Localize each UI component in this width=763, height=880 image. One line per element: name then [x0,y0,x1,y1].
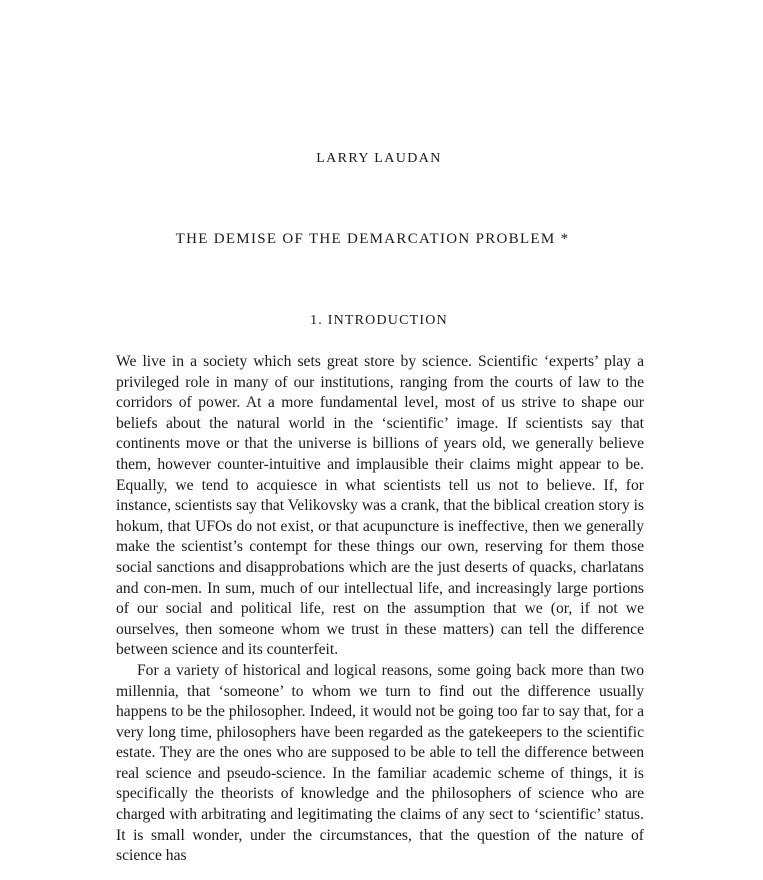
author-name: LARRY LAUDAN [316,151,442,166]
section-heading: 1. INTRODUCTION [310,313,448,328]
paragraph: We live in a society which sets great store by science. Scientific ‘experts’ play a privileged role in many of our institutions, ranging from the courts of law to the corridors of power. At a more fundamental level, most of us strive to shape our beliefs about the natural world in the ‘scientific’ image. If scientists say that continents move or that the universe is billions of years old, we generally believe them, however counter-intuitive and implausible their claims might appear to be. Equally, we tend to acquiesce in what scientists tell us not to believe. If, for instance, scientists say that Velikovsky was a crank, that the biblical creation story is hokum, that UFOs do not exist, or that acupuncture is ineffective, then we generally make the scientist’s contempt for these things our own, reserving for them those social sanctions and disapprobations which are the just deserts of quacks, charlatans and con-men. In sum, much of our intellectual life, and increasingly large portions of our social and political life, rest on the assumption that we (or, if not we ourselves, then someone whom we trust in these matters) can tell the difference between science and its counterfeit. [116,353,644,659]
paragraph: For a variety of historical and logical reasons, some going back more than two millennia, that ‘someone’ to whom we turn to find out the difference usually happens to be the philosopher. Indeed, it would not be going too far to say that, for a very long time, philosophers have been regarded as the gatekeepers to the scientific estate. They are the ones who are supposed to be able to tell the difference between real science and pseudo-science. In the familiar academic scheme of things, it is specifically the theorists of knowledge and the philosophers of science who are charged with arbitrating and legitimating the claims of any sect to ‘scientific’ status. It is small wonder, under the circumstances, that the question of the nature of science has [116,661,644,865]
paper-title: THE DEMISE OF THE DEMARCATION PROBLEM * [175,231,570,247]
body-text [116,352,644,867]
